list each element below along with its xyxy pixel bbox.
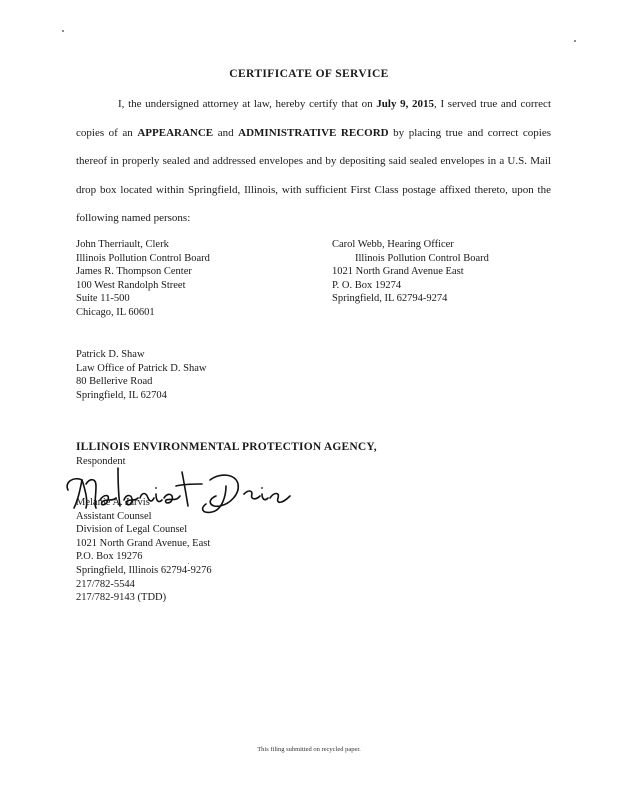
signer-line: 1021 North Grand Avenue, East	[76, 537, 211, 549]
signer-line: Springfield, Illinois 62794-9276	[76, 564, 212, 576]
scan-speck	[188, 563, 189, 564]
scan-speck	[574, 40, 576, 42]
address-line: 1021 North Grand Avenue East	[332, 266, 464, 278]
address-line: Springfield, IL 62704	[76, 389, 167, 401]
address-line: Illinois Pollution Control Board	[76, 252, 210, 264]
respondent-label: Respondent	[76, 456, 126, 467]
recycled-paper-footer: This filing submitted on recycled paper.	[257, 746, 361, 753]
signature-block	[76, 496, 212, 605]
document-appearance: APPEARANCE	[137, 126, 214, 139]
signer-line: P.O. Box 19276	[76, 551, 143, 563]
signer-line: Melanie A. Jarvis	[76, 497, 150, 508]
address-line: James R. Thompson Center	[76, 266, 192, 278]
body-part3: by placing true and correct copies thereof in properly sealed and addressed envelopes and by depositing said sealed envelopes in a U.S. Mail drop box located within Springfield, Illinois, with sufficient First Class postage affixed thereto, upon the following named persons:	[76, 126, 551, 225]
certificate-body	[76, 90, 551, 233]
body-intro: I, the undersigned attorney at law, hereby certify that on	[118, 98, 377, 110]
address-line: Law Office of Patrick D. Shaw	[76, 362, 207, 374]
address-line: Illinois Pollution Control Board	[355, 252, 489, 264]
recipient-shaw	[76, 348, 206, 402]
body-part2: , I served true and correct copies of an	[76, 98, 551, 139]
address-line: Chicago, IL 60601	[76, 306, 155, 318]
body-and: and	[213, 126, 239, 139]
document-administrative-record: ADMINISTRATIVE RECORD	[238, 126, 389, 139]
signer-line: Division of Legal Counsel	[76, 524, 188, 536]
signer-line: Assistant Counsel	[76, 510, 152, 522]
certificate-title: CERTIFICATE OF SERVICE	[229, 68, 389, 80]
address-line: Springfield, IL 62794-9274	[332, 293, 448, 305]
agency-name: ILLINOIS ENVIRONMENTAL PROTECTION AGENCY,	[76, 441, 377, 453]
address-line: Patrick D. Shaw	[76, 349, 145, 360]
scan-speck	[62, 30, 64, 32]
service-date: July 9, 2015	[376, 98, 435, 110]
recipient-hearing-officer	[332, 238, 489, 306]
signer-line: 217/782-9143 (TDD)	[76, 592, 167, 604]
address-line: Suite 11-500	[76, 293, 130, 305]
address-line: P. O. Box 19274	[332, 279, 402, 291]
address-line: 100 West Randolph Street	[76, 279, 186, 291]
address-line: John Therriault, Clerk	[76, 239, 169, 250]
recipient-clerk	[76, 238, 210, 320]
address-line: Carol Webb, Hearing Officer	[332, 239, 454, 250]
signer-line: 217/782-5544	[76, 578, 135, 590]
address-line: 80 Bellerive Road	[76, 376, 153, 388]
